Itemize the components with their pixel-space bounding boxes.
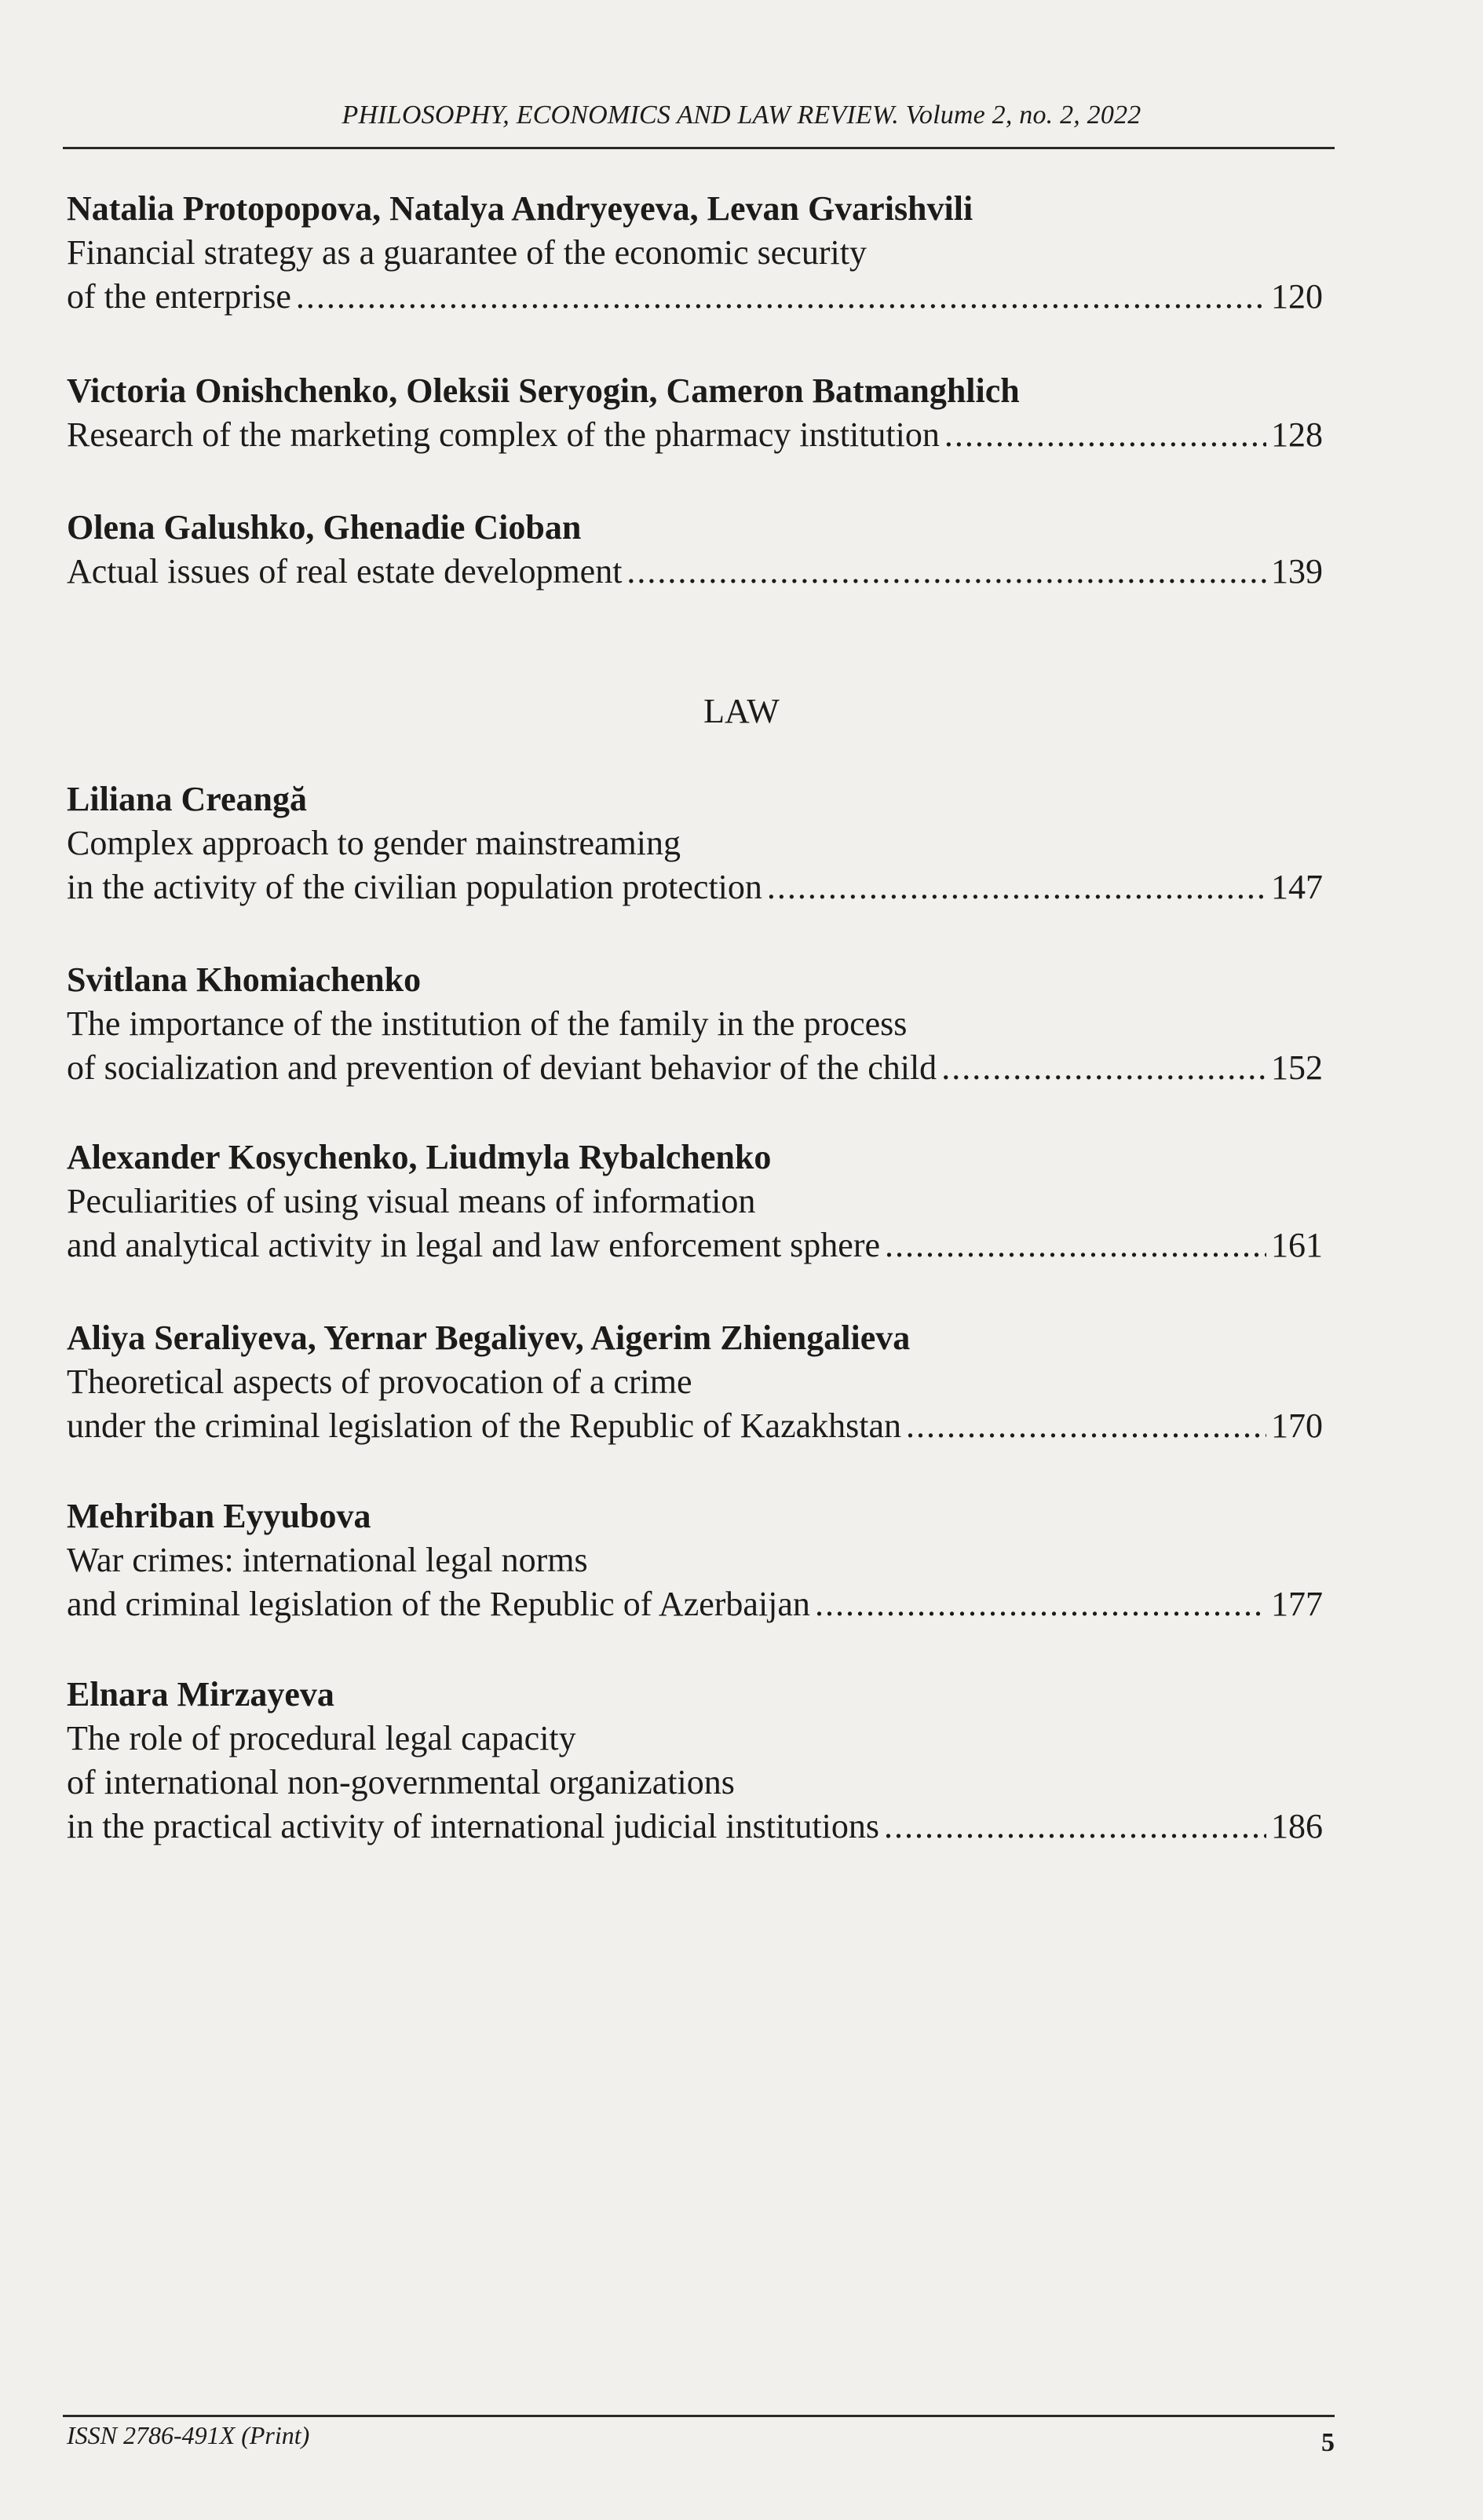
entry-last-line: [67, 865, 1323, 909]
entry-page-number: 152: [1271, 1048, 1323, 1087]
entry-authors: Svitlana Khomiachenko: [67, 960, 422, 999]
entry-page-number: 170: [1271, 1406, 1323, 1445]
entry-authors: Olena Galushko, Ghenadie Cioban: [67, 508, 582, 547]
toc-entry: [67, 1494, 1323, 1626]
entry-last-line: [67, 1223, 1323, 1267]
entry-last-line: [67, 413, 1323, 457]
entry-title-end: in the activity of the civilian population protection: [67, 868, 762, 906]
entry-title-line: Complex approach to gender mainstreaming: [67, 824, 681, 862]
dot-leader: [815, 1582, 1266, 1626]
entry-page-number: 161: [1271, 1226, 1323, 1264]
entry-last-line: [67, 275, 1323, 319]
entry-title-line: Theoretical aspects of provocation of a crime: [67, 1362, 692, 1401]
section-heading-law: LAW: [703, 692, 780, 730]
toc-entry: [67, 1673, 1323, 1849]
entry-title-line: War crimes: international legal norms: [67, 1541, 588, 1579]
entry-page-number: 147: [1271, 868, 1323, 906]
entry-title-end: in the practical activity of international judicial institutions: [67, 1807, 879, 1845]
entry-title-line: The importance of the institution of the family in the process: [67, 1004, 908, 1043]
entry-page-number: 120: [1271, 277, 1323, 316]
dot-leader: [767, 865, 1266, 909]
footer-rule: [63, 2415, 1335, 2417]
entry-title-end: of the enterprise: [67, 277, 291, 316]
dot-leader: [906, 1404, 1266, 1448]
toc-entry: [67, 506, 1323, 594]
dot-leader: [884, 1805, 1266, 1849]
entry-title-end: of socialization and prevention of deviant behavior of the child: [67, 1048, 937, 1087]
dot-leader: [885, 1223, 1266, 1267]
entry-last-line: [67, 1046, 1323, 1090]
toc-entry: [67, 777, 1323, 909]
toc-entry: [67, 369, 1323, 457]
header-rule: [63, 147, 1335, 149]
dot-leader: [944, 413, 1266, 457]
issn-label: ISSN 2786-491X (Print): [67, 2421, 310, 2449]
entry-last-line: [67, 550, 1323, 594]
dot-leader: [626, 550, 1266, 594]
entry-title-line: Peculiarities of using visual means of information: [67, 1182, 756, 1220]
entry-title-line: The role of procedural legal capacity: [67, 1719, 576, 1757]
entry-authors: Aliya Seraliyeva, Yernar Begaliyev, Aigerim Zhiengalieva: [67, 1319, 911, 1357]
entry-title-line: of international non-governmental organizations: [67, 1763, 735, 1801]
entry-last-line: [67, 1805, 1323, 1849]
entry-last-line: [67, 1404, 1323, 1448]
entry-authors: Natalia Protopopova, Natalya Andryeyeva, Levan Gvarishvili: [67, 189, 973, 228]
entry-title-end: Research of the marketing complex of the pharmacy institution: [67, 415, 940, 454]
entry-title-end: and criminal legislation of the Republic of Azerbaijan: [67, 1585, 810, 1623]
entry-last-line: [67, 1582, 1323, 1626]
toc-entry: [67, 1316, 1323, 1448]
running-header: PHILOSOPHY, ECONOMICS AND LAW REVIEW. Volume 2, no. 2, 2022: [342, 101, 1141, 130]
toc-entry: [67, 187, 1323, 319]
toc-entry: [67, 958, 1323, 1090]
entry-authors: Liliana Creangă: [67, 780, 308, 818]
entry-title-line: Financial strategy as a guarantee of the economic security: [67, 233, 867, 272]
entry-title-end: Actual issues of real estate development: [67, 552, 623, 591]
entry-page-number: 186: [1271, 1807, 1323, 1845]
entry-page-number: 177: [1271, 1585, 1323, 1623]
dot-leader: [941, 1046, 1266, 1090]
entry-title-end: under the criminal legislation of the Republic of Kazakhstan: [67, 1406, 902, 1445]
entry-page-number: 139: [1271, 552, 1323, 591]
entry-authors: Mehriban Eyyubova: [67, 1497, 371, 1535]
entry-page-number: 128: [1271, 415, 1323, 454]
entry-title-end: and analytical activity in legal and law enforcement sphere: [67, 1226, 880, 1264]
dot-leader: [296, 275, 1266, 319]
entry-authors: Victoria Onishchenko, Oleksii Seryogin, Cameron Batmanghlich: [67, 371, 1020, 410]
page-number: 5: [1321, 2428, 1335, 2457]
toc-entry: [67, 1136, 1323, 1267]
entry-authors: Alexander Kosychenko, Liudmyla Rybalchenko: [67, 1138, 772, 1176]
entry-authors: Elnara Mirzayeva: [67, 1675, 334, 1714]
